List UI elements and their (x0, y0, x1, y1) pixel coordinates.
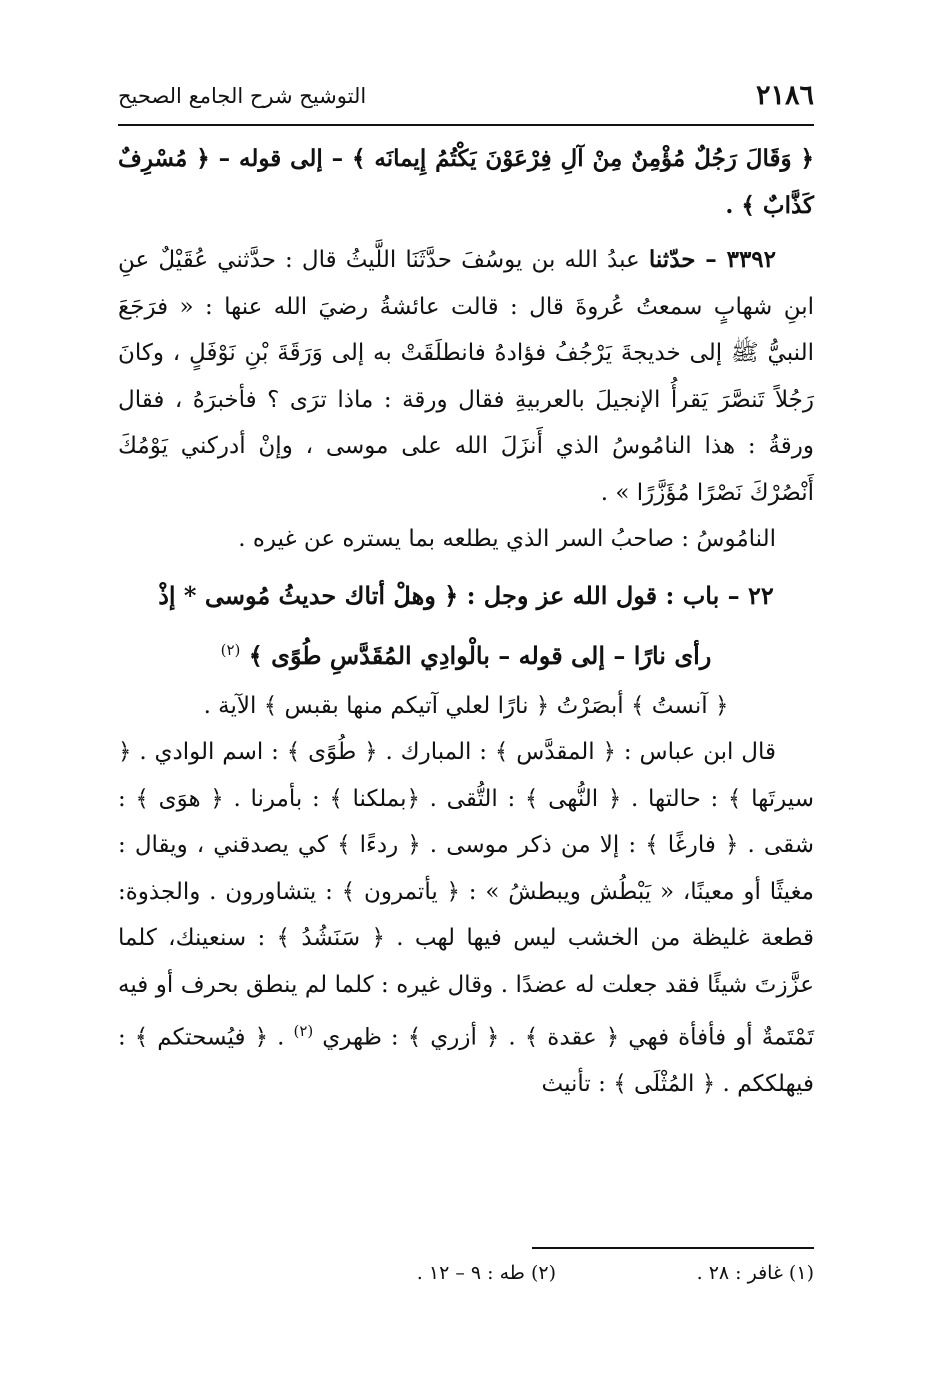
tafsir-paragraph (118, 729, 814, 1108)
hadith-paragraph (118, 237, 814, 516)
chapter-heading-line-2 (118, 623, 814, 683)
verse-intro: ﴿ وَقَالَ رَجُلٌ مُؤْمِنٌ مِنْ آلِ فِرْعَوْنَ يَكْتُمُ إِيمانَه ﴾ – إلى قوله – ﴿ مُسْرِفٌ كَذَّابٌ ﴾ . (118, 145, 814, 219)
footnotes (118, 1262, 814, 1292)
footnote-2: (٢) طه : ٩ – ١٢ . (416, 1262, 556, 1284)
page-number: ٢١٨٦ (755, 80, 814, 111)
hadith-number: ٣٣٩٢ – حدّثنا (648, 246, 777, 273)
chapter-heading-line-1: ٢٢ – باب : قول الله عز وجل : ﴿ وهلْ أتاك حديثُ مُوسى * إذْ (158, 580, 774, 610)
spacer (118, 229, 814, 237)
header-rule (118, 124, 814, 126)
running-title: التوشيح شرح الجامع الصحيح (118, 84, 367, 108)
tafsir-tail: . ﴿ فيُسحتكم ﴾ : فيهلككم . ﴿ المُثْلَى ﴾ : تأنيث (118, 1024, 814, 1098)
verse-line: ﴿ آنستُ ﴾ أبصَرْتُ ﴿ نارًا لعلي آتيكم منها بقبس ﴾ الآية . (203, 692, 729, 719)
chapter-heading-line-2-text: رأى نارًا – إلى قوله – بالْوادِي المُقَدَّسِ طُوًى ﴾ (248, 640, 712, 670)
namus-gloss: النامُوسُ : صاحبُ السر الذي يطلعه بما يستره عن غيره . (238, 526, 776, 552)
hadith-text: عبدُ الله بن يوسُفَ حدَّثَنَا اللَّيثُ قال : حدَّثني عُقَيْلٌ عنِ ابنِ شهابٍ سمعتُ عُروةَ قال : قالت عائشةُ رضيَ الله عنها : « فرَجَعَ النبيُّ ﷺ إلى خديجةَ يَرْجُفُ فؤادهُ فانطلَقَتْ به إلى وَرَقَةَ بْنِ نَوْفَلٍ ، وكانَ رَجُلاً تَنصَّرَ يَقرأُ الإنجيلَ بالعربيةِ فقال ورقة : ماذا ترَى ؟ فأخبرَهُ ، فقال ورقةُ : هذا النامُوسُ الذي أَنزَلَ الله على موسى ، وإنْ أدركني يَوْمُكَ أَنْصُرْكَ نَصْرًا مُؤَزَّرًا » . (118, 247, 814, 506)
footnote-marker: (٢) (293, 1022, 314, 1040)
page-header (118, 78, 814, 118)
footnote-1: (١) غافر : ٢٨ . (696, 1262, 814, 1284)
footnote-rule (532, 1247, 814, 1249)
chapter-heading (118, 569, 814, 683)
tafsir-text: قال ابن عباس : ﴿ المقدَّس ﴾ : المبارك . ﴿ طُوًى ﴾ : اسم الوادي . ﴿ سيرتَها ﴾ : حالتها . ﴿ النُّهى ﴾ : التُّقى . ﴿بملكنا ﴾ : بأمرنا . ﴿ هوَى ﴾ : شقى . ﴿ فارغًا ﴾ : إلا من ذكر موسى . ﴿ ردءًا ﴾ كي يصدقني ، ويقال : مغيثًا أو معينًا، « يَبْطُش ويبطشُ » : ﴿ يأتمرون ﴾ : يتشاورون . والجذوة: قطعة غليظة من الخشب ليس فيها لهب . ﴿ سَنَشُدُ ﴾ : سنعينك، كلما عزَّزتَ شيئًا فقد جعلت له عضدًا . وقال غيره : كلما لم ينطق بحرف أو فيه تَمْتَمةٌ أو فأفأة فهي ﴿ عقدة ﴾ . ﴿ أزري ﴾ : ظهري (118, 739, 814, 1051)
footnote-marker: (٢) (220, 640, 241, 659)
main-text (118, 136, 814, 1108)
